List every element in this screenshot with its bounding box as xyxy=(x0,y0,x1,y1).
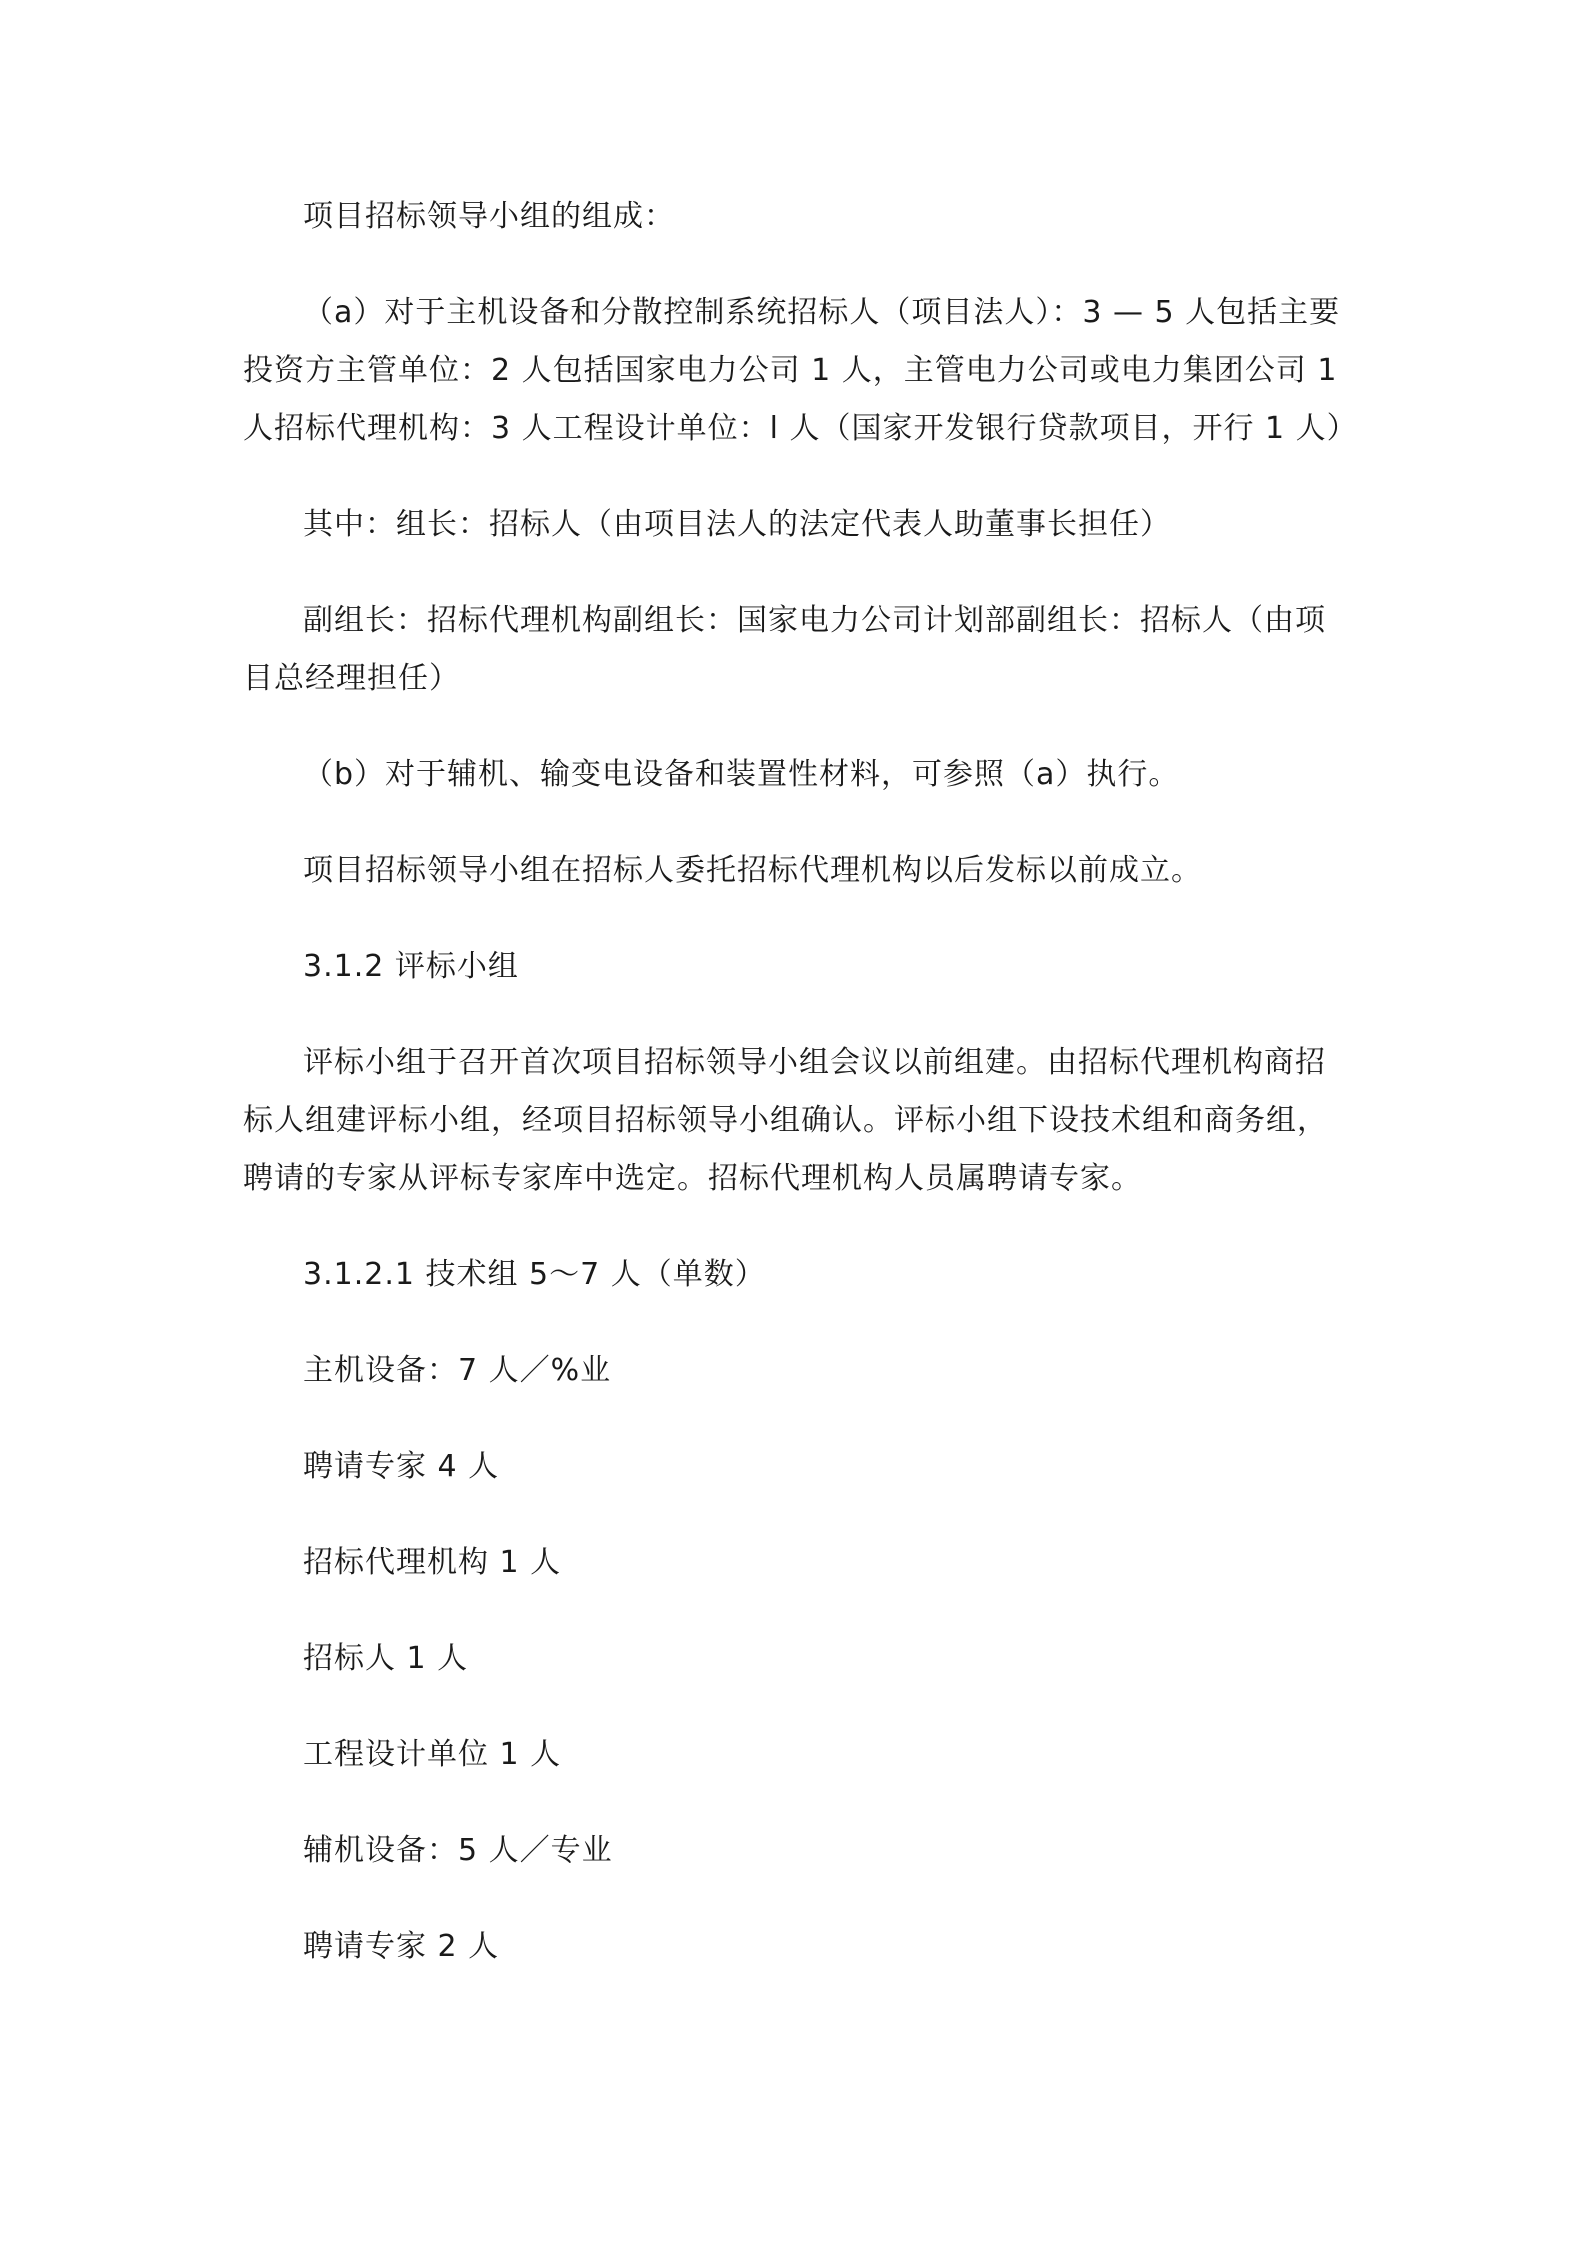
document-body xyxy=(243,188,1358,1976)
list-item-agency-1: 招标代理机构 1 人 xyxy=(303,1545,562,1580)
list-item-main-equipment: 主机设备：7 人／%业 xyxy=(303,1353,612,1388)
list-item-tenderer-1: 招标人 1 人 xyxy=(303,1641,469,1676)
paragraph-group-leader: 其中：组长：招标人（由项目法人的法定代表人助董事长担任） xyxy=(303,507,1171,542)
list-item-experts-4: 聘请专家 4 人 xyxy=(303,1449,500,1484)
list-item-experts-2: 聘请专家 2 人 xyxy=(303,1929,500,1964)
list-item-design-unit-1: 工程设计单位 1 人 xyxy=(303,1737,562,1772)
section-heading-3-1-2: 3.1.2 评标小组 xyxy=(303,949,519,984)
paragraph-established-time: 项目招标领导小组在招标人委托招标代理机构以后发标以前成立。 xyxy=(303,853,1202,888)
paragraph-item-b: （b）对于辅机、输变电设备和装置性材料，可参照（a）执行。 xyxy=(303,757,1180,792)
paragraph-item-a: （a）对于主机设备和分散控制系统招标人（项目法人）：3 — 5 人包括主要投资方主管单位：2 人包括国家电力公司 1 人，主管电力公司或电力集团公司 1 人招标代理机构：3 人工程设计单位：l 人（国家开发银行贷款项目，开行 1 人） xyxy=(243,295,1358,446)
paragraph-deputy-leaders: 副组长：招标代理机构副组长：国家电力公司计划部副组长：招标人（由项目总经理担任） xyxy=(243,603,1326,696)
paragraph-evaluation-group: 评标小组于召开首次项目招标领导小组会议以前组建。由招标代理机构商招标人组建评标小组，经项目招标领导小组确认。评标小组下设技术组和商务组，聘请的专家从评标专家库中选定。招标代理机构人员属聘请专家。 xyxy=(243,1045,1328,1196)
paragraph-leadership-group-title: 项目招标领导小组的组成： xyxy=(303,199,675,234)
list-item-auxiliary-equipment: 辅机设备：5 人／专业 xyxy=(303,1833,613,1868)
section-heading-3-1-2-1: 3.1.2.1 技术组 5～7 人（单数） xyxy=(303,1257,766,1292)
